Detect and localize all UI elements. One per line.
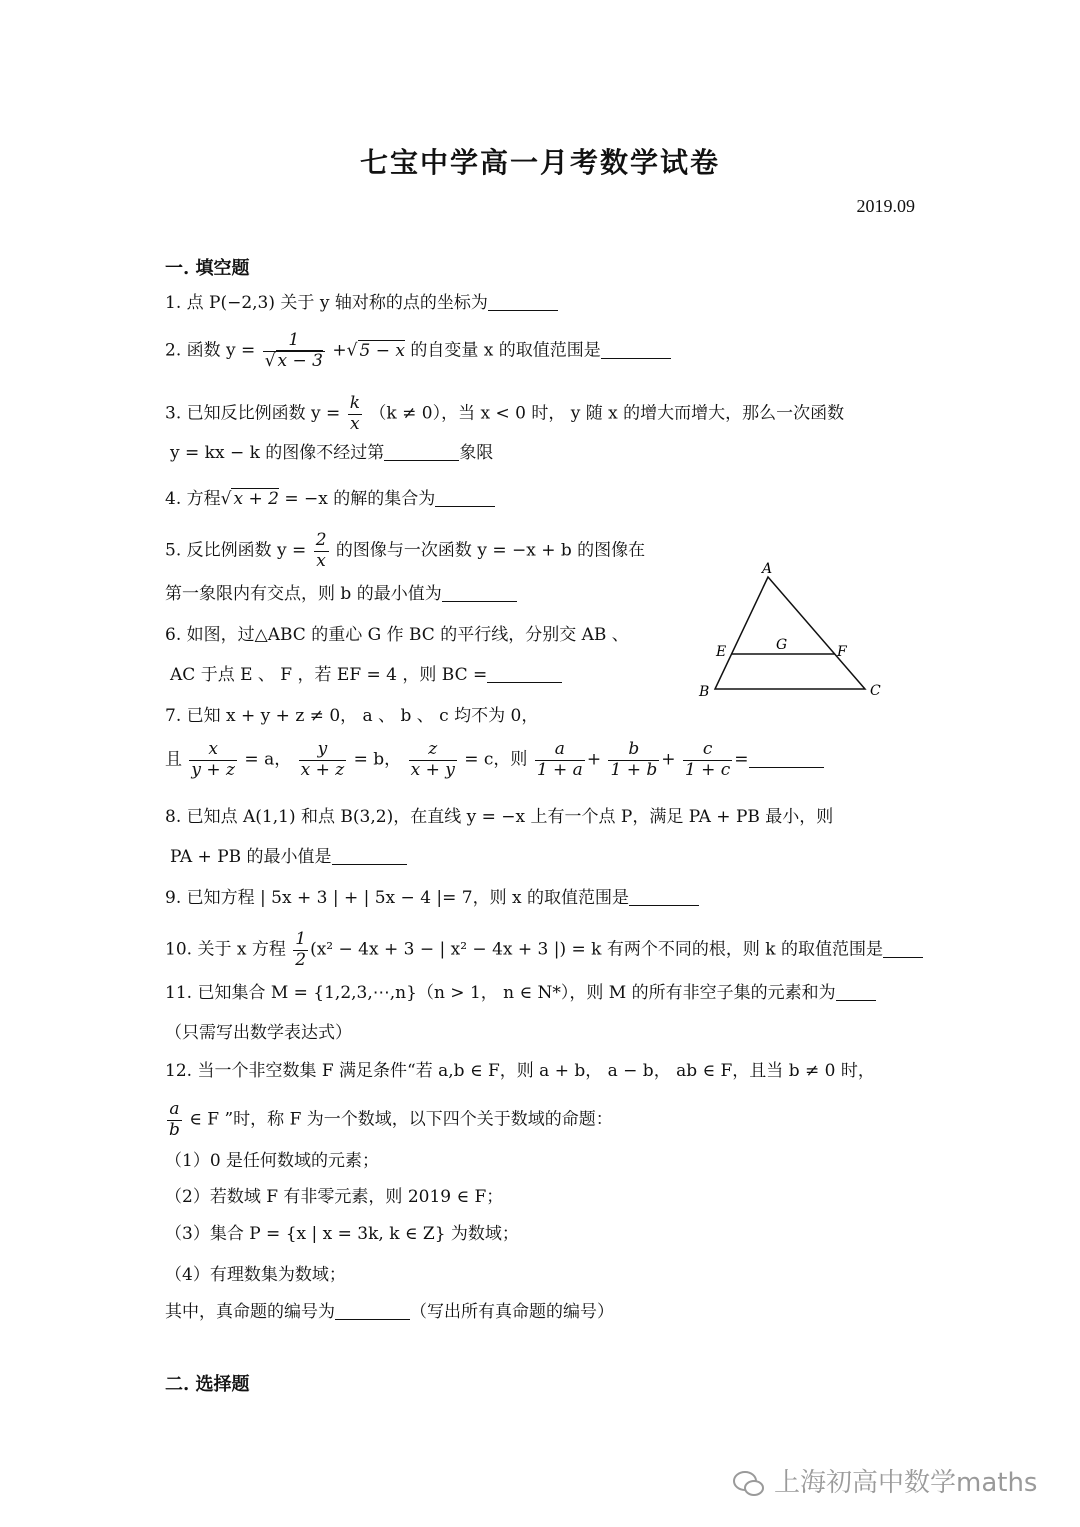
answer-blank[interactable] bbox=[335, 1301, 410, 1320]
numerator: b bbox=[628, 739, 640, 759]
answer-blank[interactable] bbox=[442, 583, 517, 602]
label-a: A bbox=[762, 561, 773, 577]
q7-eq2: = b， bbox=[348, 749, 402, 770]
radicand: x − 3 bbox=[277, 350, 323, 371]
question-7 bbox=[165, 703, 538, 729]
denominator: x + z bbox=[300, 759, 345, 780]
fraction bbox=[348, 394, 362, 434]
q5-text-a: 5. 反比例函数 y = bbox=[165, 540, 307, 561]
denominator: x bbox=[314, 551, 329, 572]
q10-text-b: (x² − 4x + 3 − | x² − 4x + 3 |) = k 有两个不同的根，则 k 的取值范围是 bbox=[310, 939, 883, 960]
q1-text: 1. 点 P(−2,3) 关于 y 轴对称的点的坐标为 bbox=[165, 293, 488, 313]
fraction bbox=[409, 740, 457, 780]
fraction bbox=[167, 1100, 182, 1140]
denominator: b bbox=[169, 1119, 180, 1140]
answer-blank[interactable] bbox=[488, 292, 558, 311]
q3-text-d: 象限 bbox=[459, 443, 494, 463]
q12-text-c: 其中，真命题的编号为 bbox=[165, 1302, 335, 1322]
question-10 bbox=[165, 930, 923, 970]
q3-text-a: 3. 已知反比例函数 y = bbox=[165, 403, 341, 424]
q4-text-b: = −x 的解的集合为 bbox=[278, 489, 436, 509]
q7-eq1: = a， bbox=[239, 749, 292, 770]
q2-radicand: 5 − x bbox=[359, 340, 405, 361]
fraction bbox=[683, 740, 732, 780]
question-1 bbox=[165, 290, 558, 316]
denominator: x + y bbox=[410, 759, 455, 780]
q4-text-a: 4. 方程 bbox=[165, 489, 221, 509]
q12-text-a: 12. 当一个非空数集 F 满足条件“若 a,b ∈ F，则 a + b， a − b， ab ∈ F，且当 b ≠ 0 时， bbox=[165, 1061, 875, 1081]
fraction bbox=[263, 331, 325, 371]
q12-option-4: （4）有理数集为数域； bbox=[165, 1265, 346, 1285]
denominator: x bbox=[348, 414, 362, 435]
question-3 bbox=[165, 394, 844, 434]
question-6-cont bbox=[170, 662, 562, 688]
q4-radicand: x + 2 bbox=[233, 489, 279, 509]
watermark-text: 上海初高中数学maths bbox=[774, 1468, 1038, 1498]
answer-blank[interactable] bbox=[487, 664, 562, 683]
fraction bbox=[314, 531, 329, 571]
answer-blank[interactable] bbox=[629, 887, 699, 906]
q12-text-b: ∈ F ”时，称 F 为一个数域，以下四个关于数域的命题： bbox=[183, 1109, 613, 1130]
numerator: x bbox=[208, 739, 219, 759]
question-6 bbox=[165, 622, 629, 648]
question-12-cont bbox=[165, 1100, 613, 1140]
q6-text-b: AC 于点 E 、 F ，若 EF = 4 ，则 BC = bbox=[170, 665, 488, 685]
numerator: a bbox=[554, 739, 565, 759]
q9-text: 9. 已知方程 | 5x + 3 | + | 5x − 4 |= 7，则 x 的取值范围是 bbox=[165, 888, 630, 908]
denominator: 2 bbox=[295, 949, 307, 970]
question-11 bbox=[165, 980, 876, 1006]
q7-text-a: 7. 已知 x + y + z ≠ 0， a 、 b 、 c 均不为 0， bbox=[165, 706, 539, 726]
q3-text-b: （k ≠ 0），当 x < 0 时， y 随 x 的增大而增大，那么一次函数 bbox=[369, 403, 845, 424]
wechat-icon bbox=[732, 1470, 766, 1498]
question-4: 4. 方程√ x + 2 = −x 的解的集合为 bbox=[165, 486, 495, 512]
numerator: 2 bbox=[315, 530, 327, 550]
question-5 bbox=[165, 531, 645, 571]
label-f: F bbox=[837, 644, 847, 660]
triangle-figure bbox=[690, 555, 890, 705]
q7-text-b: 且 bbox=[165, 749, 182, 770]
q11-text-b: （只需写出数学表达式） bbox=[165, 1023, 352, 1043]
exam-date: 2019.09 bbox=[856, 196, 915, 216]
q2-text-a: 2. 函数 y = bbox=[165, 340, 256, 361]
question-12 bbox=[165, 1058, 875, 1084]
question-8-cont bbox=[170, 844, 407, 870]
q2-text-d: 的自变量 x 的取值范围是 bbox=[404, 340, 601, 361]
equals: = bbox=[734, 749, 749, 770]
numerator: y bbox=[317, 739, 328, 759]
question-8 bbox=[165, 804, 833, 830]
q7-eq3: = c，则 bbox=[458, 749, 528, 770]
q8-text-a: 8. 已知点 A(1,1) 和点 B(3,2)，在直线 y = −x 上有一个点 P，满足 PA + PB 最小，则 bbox=[165, 807, 834, 827]
answer-blank[interactable] bbox=[601, 340, 671, 359]
numerator: c bbox=[702, 739, 713, 759]
question-5-cont bbox=[165, 581, 517, 607]
plus: + bbox=[586, 749, 602, 770]
fraction bbox=[293, 930, 308, 970]
numerator: z bbox=[428, 739, 438, 759]
answer-blank[interactable] bbox=[836, 982, 876, 1001]
q5-text-b: 的图像与一次函数 y = −x + b 的图像在 bbox=[335, 540, 646, 561]
q5-text-c: 第一象限内有交点，则 b 的最小值为 bbox=[165, 584, 442, 604]
label-e: E bbox=[716, 644, 727, 660]
answer-blank[interactable] bbox=[749, 749, 824, 768]
triangle-abc bbox=[715, 577, 865, 689]
q3-text-c: y = kx − k 的图像不经过第 bbox=[170, 443, 385, 463]
denominator: 1 + b bbox=[610, 759, 658, 780]
question-9 bbox=[165, 885, 699, 911]
fraction bbox=[299, 740, 347, 780]
label-b: B bbox=[699, 684, 710, 700]
q2-plus: + bbox=[332, 340, 347, 361]
fraction bbox=[189, 740, 237, 780]
section-fill-blank: 一. 填空题 bbox=[165, 258, 250, 279]
page-title: 七宝中学高一月考数学试卷 bbox=[359, 146, 720, 179]
answer-blank[interactable] bbox=[384, 442, 459, 461]
q12-conclusion bbox=[165, 1299, 614, 1325]
numerator: a bbox=[169, 1099, 180, 1119]
q11-text-a: 11. 已知集合 M = {1,2,3,⋯,n}（n > 1， n ∈ N*），则 M 的所有非空子集的元素和为 bbox=[165, 983, 836, 1003]
numerator: k bbox=[349, 393, 360, 413]
question-2: 2. 函数 y = $\frac{1}{√ x - 3}$ +√ 5 − x 的自变量 x 的取值范围是 bbox=[165, 331, 671, 371]
watermark bbox=[732, 1462, 1037, 1499]
answer-blank[interactable] bbox=[435, 488, 495, 507]
q6-text-a: 6. 如图，过△ABC 的重心 G 作 BC 的平行线，分别交 AB 、 bbox=[165, 625, 629, 645]
fraction bbox=[608, 740, 659, 780]
q10-text-a: 10. 关于 x 方程 bbox=[165, 939, 286, 960]
plus: + bbox=[661, 749, 676, 770]
numerator: 1 bbox=[288, 330, 300, 350]
denominator: √ x − 3 bbox=[264, 350, 323, 371]
question-11-cont bbox=[165, 1020, 352, 1046]
section-multiple-choice: 二. 选择题 bbox=[165, 1374, 250, 1395]
denominator: y + z bbox=[191, 759, 236, 780]
q8-text-b: PA + PB 的最小值是 bbox=[170, 847, 332, 867]
answer-blank[interactable] bbox=[332, 846, 407, 865]
q12-option-3: （3）集合 P = {x | x = 3k, k ∈ Z} 为数域； bbox=[165, 1224, 519, 1244]
numerator: 1 bbox=[295, 929, 307, 949]
q12-option-1: （1）0 是任何数域的元素； bbox=[165, 1151, 380, 1171]
question-7-cont bbox=[165, 740, 824, 780]
denominator: 1 + c bbox=[684, 759, 731, 780]
fraction bbox=[535, 740, 585, 780]
question-3-cont bbox=[170, 440, 493, 466]
answer-blank[interactable] bbox=[883, 939, 923, 958]
denominator: 1 + a bbox=[536, 759, 583, 780]
label-c: C bbox=[870, 683, 881, 699]
q12-option-2: （2）若数域 F 有非零元素，则 2019 ∈ F； bbox=[165, 1187, 504, 1207]
label-g: G bbox=[776, 637, 788, 653]
q12-text-d: （写出所有真命题的编号） bbox=[410, 1302, 614, 1322]
